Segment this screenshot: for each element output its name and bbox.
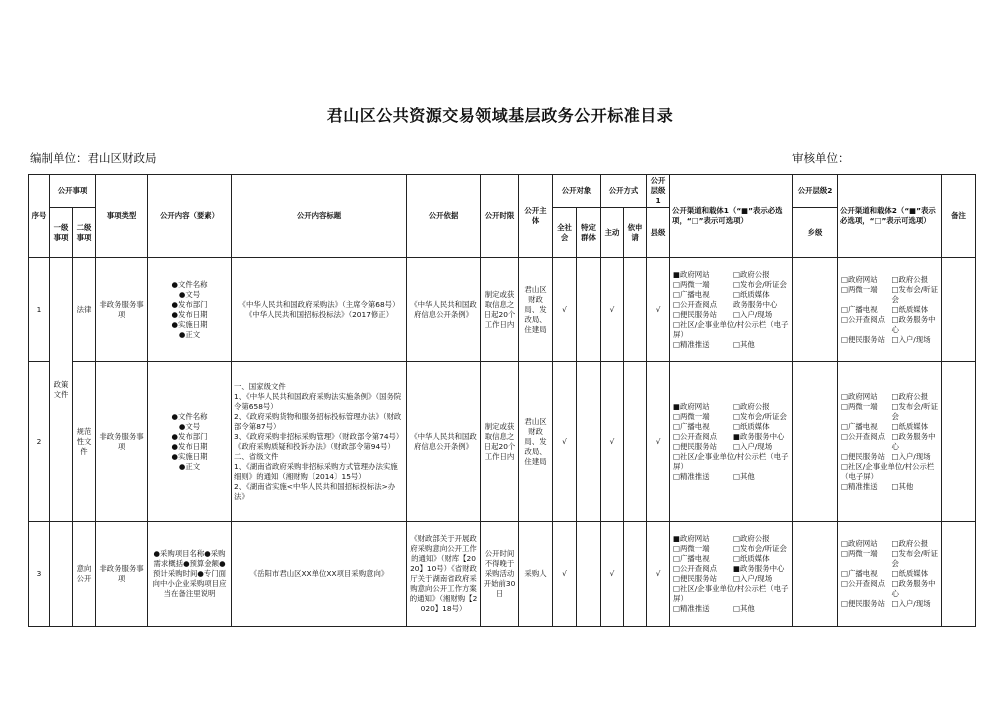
channel-option: □两微一端 (673, 411, 710, 421)
row-channel1 (670, 258, 793, 362)
row-subject: 君山区财政局、发改局、住建局 (519, 258, 553, 362)
cell-line: 2、《湖南省实施<中华人民共和国招标投标法>办法》 (234, 481, 396, 501)
header-basis: 公开依据 (407, 175, 481, 258)
channel-option: □政府公报 (733, 269, 770, 279)
channel-option: □纸质媒体 (733, 554, 770, 563)
channel-option: □社区/企事业单位/村公示栏（电子屏） (673, 319, 789, 339)
channel-option: □发布会/听证会 (733, 411, 787, 421)
row-type: 非政务服务事项 (96, 362, 148, 522)
channel-option: □精准推送 (673, 339, 710, 349)
channel-option: □两微一端 (673, 544, 710, 553)
group-label: 政策文件 (50, 258, 73, 522)
cell-line: 1、《中华人民共和国政府采购法实施条例》（国务院令第658号） (234, 391, 402, 411)
cell-line: ●采购项目名称●采购需求概括●预算金额●预计采购时间●专门面向中小企业采购项目应当在备注里说明 (152, 549, 227, 598)
channel-option: □政府网站 (841, 539, 878, 548)
channel-option: ■政务服务中心 (733, 564, 785, 573)
channel-grid (673, 270, 789, 350)
row-specific-group (577, 362, 601, 522)
channel-option: □广播电视 (673, 421, 710, 431)
row-seq: 1 (29, 258, 50, 362)
channel-option: □公开查阅点 (841, 314, 885, 324)
header-tier1: 公开层级1 (647, 175, 670, 208)
channel-option: □其他 (733, 471, 755, 481)
channel-option: 政务服务中心 (733, 299, 778, 309)
channel-option: □公开查阅点 (673, 564, 717, 573)
header-content: 公开内容（要素） (148, 175, 232, 258)
cell-line: ●发布日期 (171, 309, 208, 319)
cell-line: ●发布部门 (171, 431, 208, 441)
header-seq: 序号 (29, 175, 50, 258)
channel-option: □两微一端 (841, 401, 878, 411)
channel-option: □发布会/听证会 (891, 284, 938, 304)
cell-line: 《中华人民共和国政府采购法》（主席令第68号） (238, 299, 400, 309)
row-active: √ (601, 258, 624, 362)
channel-option: □纸质媒体 (733, 421, 770, 431)
channel-option: □便民服务站 (673, 309, 717, 319)
channel-option: □政府公报 (891, 539, 929, 548)
row-type: 非政务服务事项 (96, 522, 148, 627)
channel-option: □发布会/听证会 (733, 544, 787, 553)
channel-option: □公开查阅点 (673, 431, 717, 441)
channel-option: □便民服务站 (673, 574, 717, 583)
row-subject: 采购人 (519, 522, 553, 627)
header-on-request: 依申请 (624, 208, 647, 258)
row-level2: 法律 (73, 258, 96, 362)
row-content (148, 362, 232, 522)
channel-option: □政府网站 (841, 274, 878, 284)
channel-option: □公开查阅点 (841, 579, 885, 588)
channel-option: □政府公报 (891, 274, 929, 284)
compiler-unit: 编制单位：君山区财政局 (30, 151, 157, 165)
header-level1: 一级事项 (50, 208, 73, 258)
channel-option: ■政府网站 (673, 269, 710, 279)
header-channel2: 公开渠道和载体2（“■”表示必选项，“□”表示可选项） (838, 175, 942, 258)
row-level2: 规范性文件 (73, 362, 96, 522)
header-subject: 公开主体 (519, 175, 553, 258)
row-channel2 (838, 258, 942, 362)
row-remark (942, 522, 976, 627)
header-county: 县级 (647, 208, 670, 258)
channel-option: □入户/现场 (891, 599, 931, 608)
channel-option: □入户/现场 (733, 441, 773, 451)
row-basis: 《财政部关于开展政府采购意向公开工作的通知》（财库【2020】10号）《省财政厅关于湖南省政府采购意向公开工作方案的通知》（湘财购【2020】18号） (407, 522, 481, 627)
row-county: √ (647, 258, 670, 362)
channel-option: □政府网站 (841, 391, 878, 401)
channel-option: □入户/现场 (733, 574, 773, 583)
table-row (29, 522, 976, 627)
row-subject: 君山区财政局、发改局、住建局 (519, 362, 553, 522)
cell-line: ●文件名称 (171, 411, 208, 421)
channel-option: □便民服务站 (841, 334, 885, 344)
row-channel1 (670, 362, 793, 522)
channel-option: □政府公报 (733, 401, 770, 411)
row-on-request (624, 522, 647, 627)
cell-line: 1、《湖南省政府采购非招标采购方式管理办法实施细则》的通知（湘财购〔2014〕15号） (234, 461, 398, 481)
catalog-table (28, 174, 976, 627)
cell-line: ●文号 (178, 421, 201, 431)
row-active: √ (601, 522, 624, 627)
channel-option: □广播电视 (841, 304, 878, 314)
row-active: √ (601, 362, 624, 522)
channel-grid (841, 392, 938, 492)
channel-option: □纸质媒体 (891, 304, 929, 314)
row-all-society: √ (553, 522, 577, 627)
row-time-limit: 制定或获取信息之日起20个工作日内 (481, 362, 519, 522)
cell-line: ●发布部门 (171, 299, 208, 309)
channel-option: □两微一端 (673, 279, 710, 289)
header-method: 公开方式 (601, 175, 647, 208)
table-row (29, 258, 976, 362)
header-matter: 公开事项 (50, 175, 96, 208)
channel-option: □入户/现场 (891, 451, 931, 461)
channel-grid (841, 539, 938, 609)
channel-option: ■政务服务中心 (733, 431, 785, 441)
channel-option: □政府公报 (891, 391, 929, 401)
cell-line: 一、国家级文件 (234, 381, 286, 391)
channel-option: ■政府网站 (673, 401, 710, 411)
channel-option: □广播电视 (841, 421, 878, 431)
cell-line: 《岳阳市君山区XX单位XX项目采购意向》 (249, 569, 389, 578)
header-object: 公开对象 (553, 175, 601, 208)
channel-option: □发布会/听证会 (891, 401, 938, 421)
row-basis: 《中华人民共和国政府信息公开条例》 (407, 258, 481, 362)
row-content (148, 522, 232, 627)
row-all-society: √ (553, 258, 577, 362)
row-basis: 《中华人民共和国政府信息公开条例》 (407, 362, 481, 522)
channel-option: □发布会/听证会 (891, 549, 938, 568)
header-township: 乡级 (793, 208, 838, 258)
header-specific-group: 特定群体 (577, 208, 601, 258)
row-remark (942, 258, 976, 362)
header-content-title: 公开内容标题 (232, 175, 407, 258)
row-time-limit: 公开时间不得晚于采购活动开始前30日 (481, 522, 519, 627)
channel-option: □其他 (733, 339, 755, 349)
row-channel2 (838, 522, 942, 627)
table-row (29, 362, 976, 522)
channel-option: □纸质媒体 (891, 569, 929, 578)
row-specific-group (577, 522, 601, 627)
cell-line: ●实施日期 (171, 319, 208, 329)
channel-option: □公开查阅点 (673, 299, 717, 309)
reviewer-unit: 审核单位： (792, 151, 850, 165)
channel-option: □入户/现场 (733, 309, 773, 319)
page-title: 君山区公共资源交易领域基层政务公开标准目录 (326, 106, 674, 125)
cell-line: 二、省级文件 (234, 451, 279, 461)
header-time-limit: 公开时限 (481, 175, 519, 258)
row-township (793, 258, 838, 362)
header-channel1: 公开渠道和载体1（“■”表示必选项，“□”表示可选项） (670, 175, 793, 258)
channel-option: □社区/企事业单位/村公示栏（电子屏） (841, 461, 935, 481)
channel-option: □广播电视 (673, 554, 710, 563)
channel-option: □政务服务中心 (891, 579, 936, 598)
channel-option: □政务服务中心 (891, 431, 936, 451)
row-seq: 2 (29, 362, 50, 522)
channel-option: □便民服务站 (841, 599, 885, 608)
channel-option: □广播电视 (673, 289, 710, 299)
channel-option: □政务服务中心 (891, 314, 936, 334)
channel-option: □入户/现场 (891, 334, 931, 344)
cell-line: 《中华人民共和国招标投标法》（2017修正） (244, 309, 394, 319)
cell-line: ●正文 (178, 461, 201, 471)
cell-line: ●实施日期 (171, 451, 208, 461)
row-seq: 3 (29, 522, 50, 627)
row-township (793, 362, 838, 522)
row-on-request (624, 258, 647, 362)
header-level2: 二级事项 (73, 208, 96, 258)
row-time-limit: 制定或获取信息之日起20个工作日内 (481, 258, 519, 362)
cell-line: 3、《政府采购非招标采购管理》（财政部令第74号）《政府采购质疑和投诉办法》（财政部令第94号） (234, 431, 404, 451)
row-content-title (232, 258, 407, 362)
channel-option: □精准推送 (673, 604, 710, 613)
row-township (793, 522, 838, 627)
row-specific-group (577, 258, 601, 362)
row-all-society: √ (553, 362, 577, 522)
row-level1: 意向公开 (73, 522, 96, 627)
channel-option: □公开查阅点 (841, 431, 885, 441)
channel-option: ■政府网站 (673, 534, 710, 543)
row-type: 非政务服务事项 (96, 258, 148, 362)
channel-option: □纸质媒体 (733, 289, 770, 299)
row-channel2 (838, 362, 942, 522)
row-county: √ (647, 522, 670, 627)
header-active: 主动 (601, 208, 624, 258)
channel-option: □纸质媒体 (891, 421, 929, 431)
channel-option: □其他 (891, 481, 914, 491)
channel-option: □广播电视 (841, 569, 878, 578)
channel-option: □便民服务站 (673, 441, 717, 451)
row-level1-empty (50, 522, 73, 627)
channel-option: □其他 (733, 604, 755, 613)
row-remark (942, 362, 976, 522)
row-channel1 (670, 522, 793, 627)
header-all-society: 全社会 (553, 208, 577, 258)
header-type: 事项类型 (96, 175, 148, 258)
cell-line: ●文件名称 (171, 279, 208, 289)
row-content (148, 258, 232, 362)
cell-line: ●发布日期 (171, 441, 208, 451)
channel-option: □便民服务站 (841, 451, 885, 461)
header-remark: 备注 (942, 175, 976, 258)
channel-option: □精准推送 (673, 471, 710, 481)
channel-option: □两微一端 (841, 284, 878, 294)
channel-option: □政府公报 (733, 534, 770, 543)
cell-line: ●文号 (178, 289, 201, 299)
channel-grid (673, 402, 789, 482)
channel-grid (841, 275, 938, 345)
header-tier2: 公开层级2 (793, 175, 838, 208)
channel-option: □社区/企事业单位/村公示栏（电子屏） (673, 584, 789, 603)
row-county: √ (647, 362, 670, 522)
channel-option: □社区/企事业单位/村公示栏（电子屏） (673, 451, 789, 471)
channel-option: □精准推送 (841, 481, 878, 491)
row-content-title (232, 522, 407, 627)
cell-line: ●正文 (178, 329, 201, 339)
channel-option: □发布会/听证会 (733, 279, 787, 289)
row-on-request (624, 362, 647, 522)
channel-option: □两微一端 (841, 549, 878, 558)
cell-line: 2、《政府采购货物和服务招标投标管理办法》（财政部令第87号） (234, 411, 402, 431)
row-content-title (232, 362, 407, 522)
channel-grid (673, 534, 789, 614)
